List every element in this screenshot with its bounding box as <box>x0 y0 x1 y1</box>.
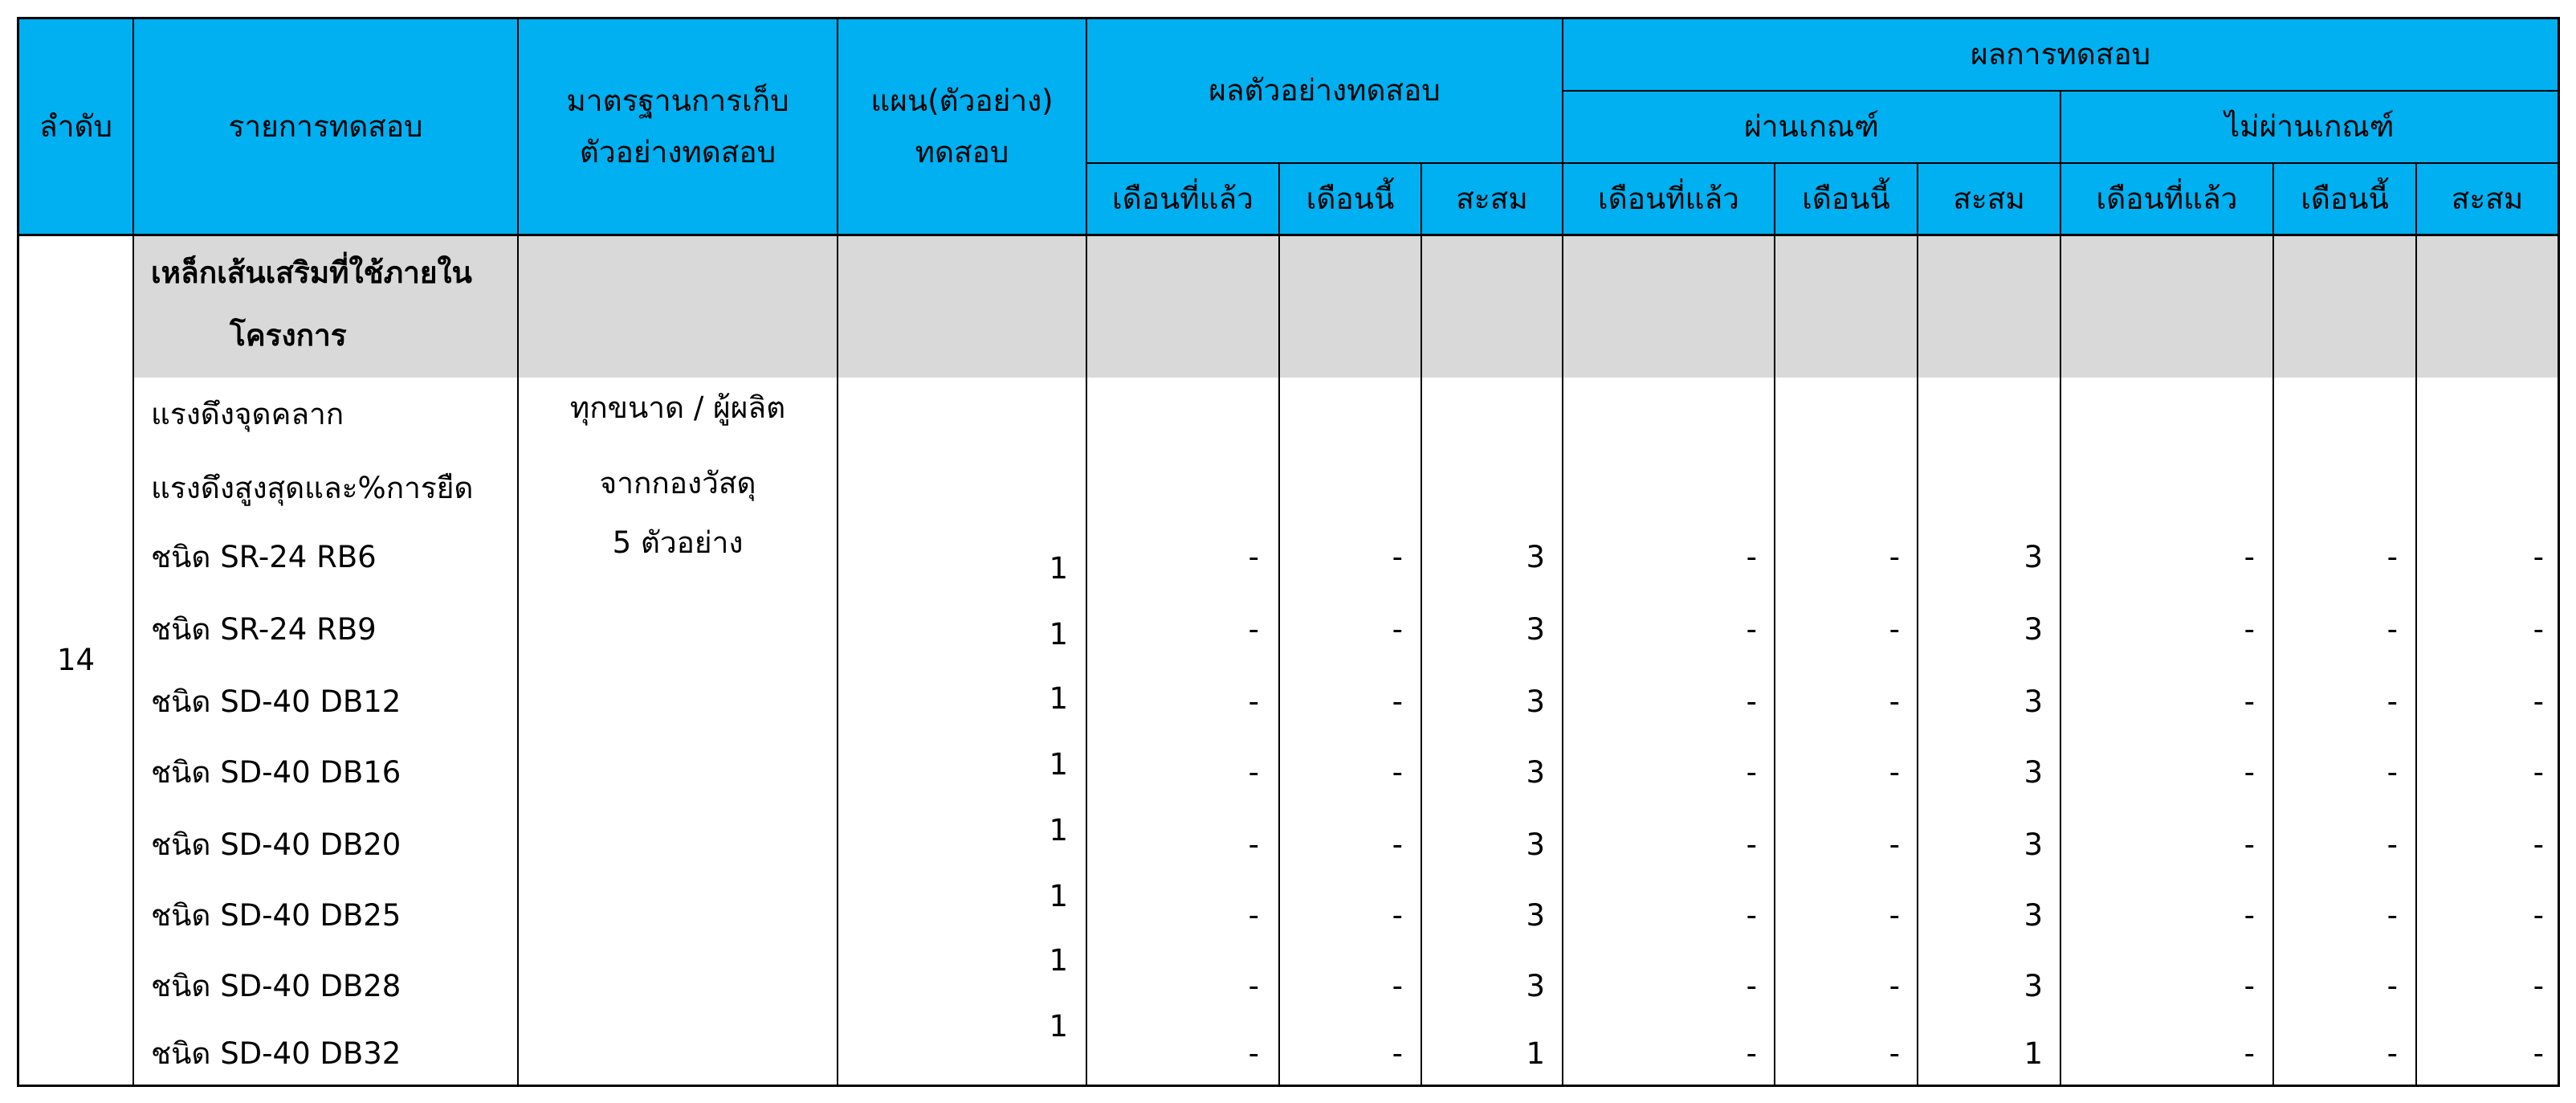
row-samples-last: - <box>1248 898 1259 933</box>
header-test-item-label: รายการทดสอบ <box>228 108 423 144</box>
border-header-bottom <box>17 234 2560 236</box>
subheader-passed-last-month <box>1563 163 1775 235</box>
border-header-row-2 <box>1086 162 2559 164</box>
border-test-item-col <box>517 17 519 1087</box>
row-samples-total: 1 <box>1526 1036 1545 1071</box>
row-failed-this: - <box>2386 1036 2398 1071</box>
subheader-passed-cumulative <box>1918 163 2060 235</box>
subheader-passed-last-month-label: เดือนที่แล้ว <box>1598 181 1739 216</box>
subheader-failed-this-month-label: เดือนนี้ <box>2301 181 2389 216</box>
row-passed-this: - <box>1889 969 1900 1003</box>
row-failed-last: - <box>2244 827 2255 862</box>
header-passed-label: ผ่านเกณฑ์ <box>1744 109 1879 144</box>
header-sampling-standard-line-2: ตัวอย่างทดสอบ <box>579 134 776 170</box>
row-samples-this: - <box>1392 969 1403 1003</box>
row-name: ชนิด SD-40 DB25 <box>151 898 401 933</box>
row-samples-last: - <box>1248 684 1259 719</box>
section-standard-line-1: ทุกขนาด / ผู้ผลิต <box>569 390 786 425</box>
subheader-failed-cumulative <box>2416 163 2558 235</box>
row-samples-total: 3 <box>1526 755 1545 790</box>
row-passed-last: - <box>1746 969 1757 1003</box>
row-failed-total: - <box>2533 898 2544 933</box>
header-sample-results-label: ผลตัวอย่างทดสอบ <box>1209 73 1441 108</box>
border-order-col <box>132 17 134 1087</box>
row-name: ชนิด SR-24 RB9 <box>151 612 377 647</box>
border-pass-fail-group <box>2060 90 2061 1087</box>
row-passed-this: - <box>1889 755 1900 790</box>
row-failed-last: - <box>2244 898 2255 933</box>
row-passed-total: 3 <box>2024 969 2043 1003</box>
subheader-failed-last-month <box>2060 163 2273 235</box>
header-planned-samples-line-1: แผน(ตัวอย่าง) <box>870 83 1054 118</box>
row-failed-this: - <box>2386 540 2398 574</box>
row-passed-this: - <box>1889 612 1900 647</box>
header-failed-label: ไม่ผ่านเกณฑ์ <box>2224 109 2395 144</box>
row-passed-last: - <box>1746 540 1757 574</box>
section-standard-line-3: 5 ตัวอย่าง <box>612 525 744 560</box>
border-col-passed-1 <box>1774 162 1775 1087</box>
row-failed-total: - <box>2533 1036 2544 1071</box>
row-failed-this: - <box>2386 898 2398 933</box>
border-plan-col <box>1086 17 1087 1087</box>
row-samples-total: 3 <box>1526 969 1545 1003</box>
row-failed-total: - <box>2533 684 2544 719</box>
row-passed-this: - <box>1889 540 1900 574</box>
row-failed-this: - <box>2386 612 2398 647</box>
row-plan: 1 <box>1049 747 1068 782</box>
row-passed-total: 3 <box>2024 755 2043 790</box>
row-passed-this: - <box>1889 827 1900 862</box>
row-passed-this: - <box>1889 1036 1900 1071</box>
header-planned-samples <box>838 18 1086 235</box>
row-samples-last: - <box>1248 827 1259 862</box>
row-samples-total: 3 <box>1526 827 1545 862</box>
row-samples-total: 3 <box>1526 898 1545 933</box>
row-passed-total: 3 <box>2024 827 2043 862</box>
subheader-failed-last-month-label: เดือนที่แล้ว <box>2096 181 2238 216</box>
row-failed-this: - <box>2386 827 2398 862</box>
row-passed-last: - <box>1746 684 1757 719</box>
section-title-line-1: เหล็กเส้นเสริมที่ใช้ภายใน <box>151 255 472 290</box>
row-samples-last: - <box>1248 1036 1259 1071</box>
header-sample-results <box>1086 18 1563 163</box>
row-name: ชนิด SD-40 DB28 <box>151 969 401 1003</box>
subheader-failed-this-month <box>2273 163 2416 235</box>
section-title-row <box>133 235 2558 378</box>
subheader-failed-cumulative-label: สะสม <box>2451 181 2524 216</box>
row-plan: 1 <box>1049 943 1068 978</box>
row-samples-total: 3 <box>1526 612 1545 647</box>
row-passed-total: 3 <box>2024 540 2043 574</box>
header-order-label: ลำดับ <box>39 108 112 144</box>
border-col-samples-1 <box>1278 162 1280 1087</box>
row-samples-last: - <box>1248 540 1259 574</box>
row-plan: 1 <box>1049 681 1068 716</box>
subheader-samples-this-month-label: เดือนนี้ <box>1306 181 1395 216</box>
row-plan: 1 <box>1049 879 1068 913</box>
section-subtitle-ultimate: แรงดึงสูงสุดและ%การยืด <box>151 471 474 505</box>
row-failed-last: - <box>2244 684 2255 719</box>
row-passed-total: 3 <box>2024 612 2043 647</box>
row-failed-total: - <box>2533 827 2544 862</box>
header-planned-samples-line-2: ทดสอบ <box>915 134 1009 170</box>
row-samples-total: 3 <box>1526 684 1545 719</box>
border-standard-col <box>837 17 838 1087</box>
row-samples-this: - <box>1392 898 1403 933</box>
header-passed <box>1563 91 2060 163</box>
border-bottom <box>17 1085 2560 1087</box>
section-subtitle-yield: แรงดึงจุดคลาก <box>151 397 344 431</box>
subheader-samples-this-month <box>1279 163 1421 235</box>
row-plan: 1 <box>1049 617 1068 652</box>
section-standard-line-2: จากกองวัสดุ <box>599 466 756 500</box>
border-top <box>17 17 2560 19</box>
row-name: ชนิด SD-40 DB32 <box>151 1036 401 1071</box>
row-passed-total: 3 <box>2024 684 2043 719</box>
border-col-samples-2 <box>1420 162 1422 1087</box>
row-samples-total: 3 <box>1526 540 1545 574</box>
row-passed-last: - <box>1746 898 1757 933</box>
header-failed <box>2060 91 2558 163</box>
row-passed-last: - <box>1746 1036 1757 1071</box>
row-name: ชนิด SD-40 DB16 <box>151 755 401 790</box>
row-passed-this: - <box>1889 898 1900 933</box>
row-failed-last: - <box>2244 612 2255 647</box>
border-col-passed-2 <box>1917 162 1918 1087</box>
row-name: ชนิด SR-24 RB6 <box>151 540 377 574</box>
row-passed-last: - <box>1746 755 1757 790</box>
subheader-passed-this-month <box>1775 163 1918 235</box>
border-col-failed-1 <box>2272 162 2274 1087</box>
row-passed-last: - <box>1746 827 1757 862</box>
row-passed-last: - <box>1746 612 1757 647</box>
border-right <box>2558 17 2560 1087</box>
row-name: ชนิด SD-40 DB20 <box>151 827 401 862</box>
header-test-results <box>1563 18 2558 91</box>
subheader-samples-last-month <box>1086 163 1279 235</box>
section-title-line-2: โครงการ <box>230 318 347 353</box>
row-plan: 1 <box>1049 1009 1068 1044</box>
row-failed-total: - <box>2533 755 2544 790</box>
row-failed-this: - <box>2386 684 2398 719</box>
section-order: 14 <box>56 643 96 677</box>
row-failed-last: - <box>2244 1036 2255 1071</box>
subheader-passed-this-month-label: เดือนนี้ <box>1802 181 1890 216</box>
row-name: ชนิด SD-40 DB12 <box>151 684 401 719</box>
row-plan: 1 <box>1049 813 1068 848</box>
header-test-results-label: ผลการทดสอบ <box>1970 37 2151 71</box>
row-passed-total: 1 <box>2024 1036 2043 1071</box>
row-passed-total: 3 <box>2024 898 2043 933</box>
row-samples-this: - <box>1392 755 1403 790</box>
row-samples-this: - <box>1392 540 1403 574</box>
row-failed-total: - <box>2533 969 2544 1003</box>
row-failed-total: - <box>2533 540 2544 574</box>
header-test-item <box>133 18 518 235</box>
subheader-samples-cumulative <box>1421 163 1563 235</box>
row-samples-this: - <box>1392 827 1403 862</box>
row-failed-this: - <box>2386 969 2398 1003</box>
row-passed-this: - <box>1889 684 1900 719</box>
header-order <box>18 18 133 235</box>
border-results-group <box>1562 17 1563 1087</box>
row-failed-last: - <box>2244 540 2255 574</box>
subheader-samples-cumulative-label: สะสม <box>1456 181 1528 216</box>
row-samples-this: - <box>1392 612 1403 647</box>
header-sampling-standard <box>518 18 838 235</box>
row-plan: 1 <box>1049 551 1068 586</box>
row-samples-this: - <box>1392 1036 1403 1071</box>
border-header-row-1 <box>1562 90 2559 92</box>
subheader-passed-cumulative-label: สะสม <box>1953 181 2025 216</box>
row-failed-this: - <box>2386 755 2398 790</box>
row-samples-last: - <box>1248 612 1259 647</box>
header-sampling-standard-line-1: มาตรฐานการเก็บ <box>566 83 789 118</box>
row-failed-last: - <box>2244 755 2255 790</box>
border-left <box>17 17 19 1087</box>
row-samples-last: - <box>1248 969 1259 1003</box>
row-failed-last: - <box>2244 969 2255 1003</box>
row-samples-this: - <box>1392 684 1403 719</box>
row-failed-total: - <box>2533 612 2544 647</box>
row-samples-last: - <box>1248 755 1259 790</box>
border-col-failed-2 <box>2415 162 2417 1087</box>
subheader-samples-last-month-label: เดือนที่แล้ว <box>1112 181 1253 216</box>
